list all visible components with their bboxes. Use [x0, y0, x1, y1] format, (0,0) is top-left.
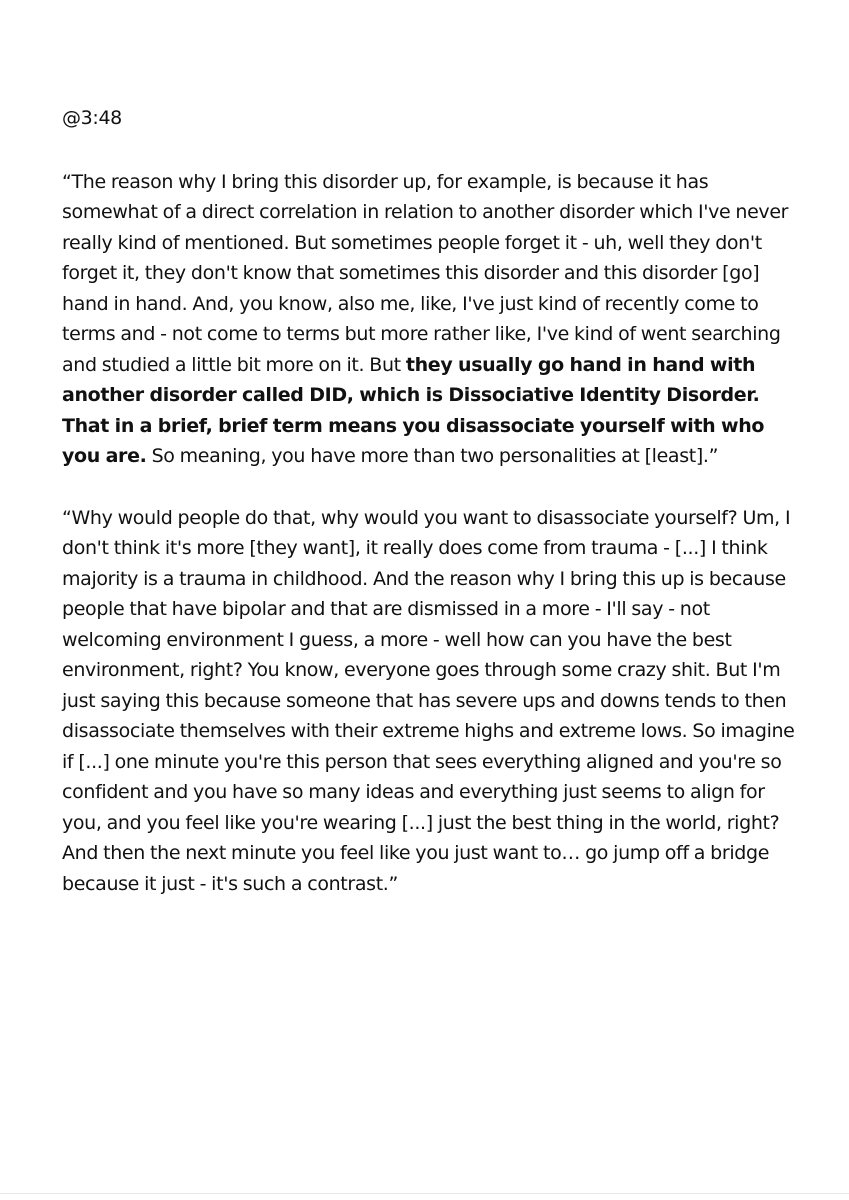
quote-1-text-start: “The reason why I bring this disorder up, for example, is because it has somewhat of a direct correlation in relation to another disorder which I've never really kind of mentioned. But sometimes people forget it - uh, well they don't forget it, they don't know that sometimes this disorder and this disorder [go] hand in hand. And, you know, also me, like, I've just kind of recently come to terms and - not come to terms but more rather like, I've kind of went searching and studied a little bit more on it. But [62, 170, 789, 376]
quote-1-bold-text: they usually go hand in hand with another disorder called DID, which is Dissociative Identity Disorder. That in a brief, brief term means you disassociate yourself with who you are. [62, 353, 765, 467]
page-bottom-edge [0, 1193, 849, 1194]
timestamp: @3:48 [62, 107, 122, 129]
transcript-body [62, 103, 802, 930]
quote-paragraph-1 [62, 167, 802, 472]
quote-1-text-end: So meaning, you have more than two personalities at [least].” [146, 445, 719, 467]
quote-paragraph-2: “Why would people do that, why would you want to disassociate yourself? Um, I don't think it's more [they want], it really does come from trauma - [...] I think majority is a trauma in childhood. And the reason why I bring this up is because people that have bipolar and that are dismissed in a more - I'll say - not welcoming environment I guess, a more - well how can you have the best environment, right? You know, everyone goes through some crazy shit. But I'm just saying this because someone that has severe ups and downs tends to then disassociate themselves with their extreme highs and extreme lows. So imagine if [...] one minute you're this person that sees everything aligned and you're so confident and you have so many ideas and everything just seems to align for you, and you feel like you're wearing [...] just the best thing in the world, right? And then the next minute you feel like you just want to… go jump off a bridge because it just - it's such a contrast.” [62, 506, 795, 895]
